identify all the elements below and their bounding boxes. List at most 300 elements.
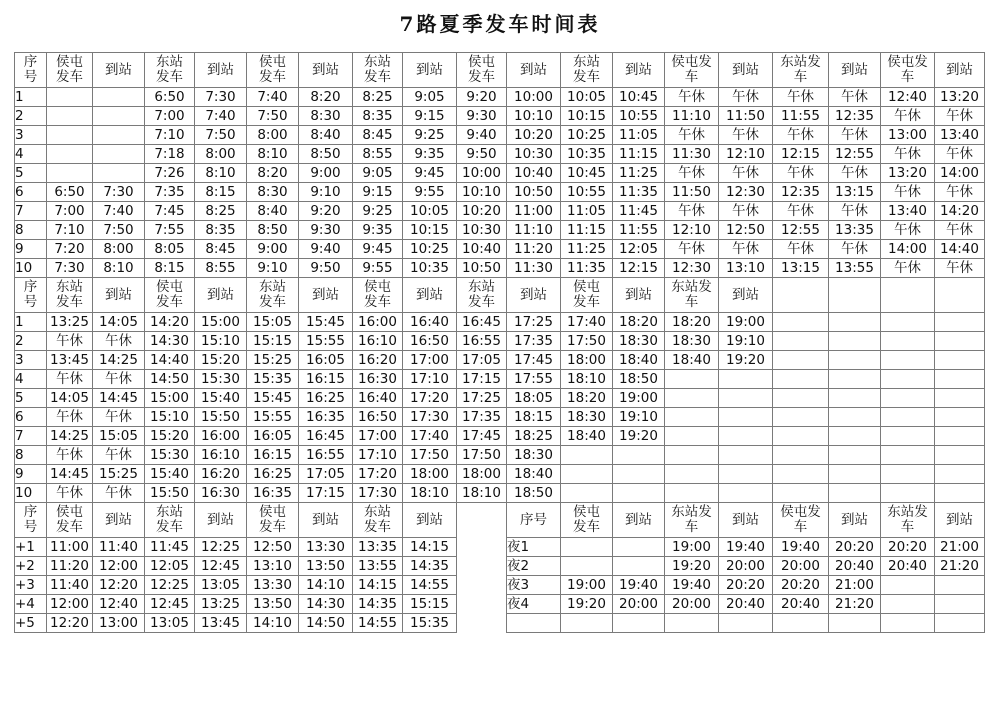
block1-table-cell: 12:50: [719, 221, 773, 240]
block1-table-cell: 8:25: [195, 202, 247, 221]
block1-table-cell: 11:30: [665, 145, 719, 164]
block1-table-cell: [47, 145, 93, 164]
block1-table-cell: 9:50: [457, 145, 507, 164]
block2-table-cell: 午休: [93, 332, 145, 351]
block1-table-cell: 午休: [773, 202, 829, 221]
block3-table-row: [15, 595, 985, 614]
block3-table-cell: 19:00: [561, 576, 613, 595]
block2-table-cell: 14:20: [145, 313, 195, 332]
block1-table-cell: 12:05: [613, 240, 665, 259]
block1-table-cell: 2: [15, 107, 47, 126]
block3-table-cell: 14:55: [353, 614, 403, 633]
block1-table-cell: 午休: [881, 145, 935, 164]
block1-table-row: [15, 202, 985, 221]
block2-table-cell: 17:25: [507, 313, 561, 332]
block1-table-cell: 5: [15, 164, 47, 183]
block2-table-cell: 13:25: [47, 313, 93, 332]
block2-table-cell: 17:10: [403, 370, 457, 389]
block2-table-cell: [881, 427, 935, 446]
block1-table-cell: 10:35: [403, 259, 457, 278]
block1-table-cell: 14:40: [935, 240, 985, 259]
block2-table-cell: 17:00: [403, 351, 457, 370]
block2-table-cell: 16:00: [195, 427, 247, 446]
block1-table-cell: 10:50: [507, 183, 561, 202]
block3-table-cell: 19:20: [561, 595, 613, 614]
block3-table-cell: 12:45: [195, 557, 247, 576]
block2-table-cell: 午休: [93, 446, 145, 465]
block2-table-cell: 16:20: [195, 465, 247, 484]
block1-table-cell: 10:10: [457, 183, 507, 202]
block2-header-cell: 到站: [613, 278, 665, 313]
block1-table-cell: 午休: [773, 240, 829, 259]
block3-table-cell: 19:40: [613, 576, 665, 595]
block1-header-cell: 侯屯发 车: [665, 53, 719, 88]
block3-table-cell: 21:00: [935, 538, 985, 557]
block1-table-cell: 8: [15, 221, 47, 240]
block2-table-cell: 18:25: [507, 427, 561, 446]
block2-table-cell: 15:40: [195, 389, 247, 408]
block1-header-cell: 到站: [613, 53, 665, 88]
block3-header-cell: 到站: [195, 503, 247, 538]
block1-table-cell: 7:40: [93, 202, 145, 221]
block1-table-cell: 9:25: [353, 202, 403, 221]
block2-table-cell: 15:35: [247, 370, 299, 389]
block3-table-cell: 13:00: [93, 614, 145, 633]
block2-table-cell: 16:20: [353, 351, 403, 370]
block2-table-cell: 15:30: [195, 370, 247, 389]
block3-table-cell: 14:15: [403, 538, 457, 557]
block2-table-cell: 15:00: [195, 313, 247, 332]
block1-table-cell: 12:40: [881, 88, 935, 107]
block3-table-cell: [457, 614, 507, 633]
block3-header-cell: 东站 发车: [145, 503, 195, 538]
block3-table-cell: [829, 614, 881, 633]
block2-table-cell: [773, 332, 829, 351]
block3-table-cell: 19:00: [665, 538, 719, 557]
block1-table-cell: 7:00: [145, 107, 195, 126]
block2-table-cell: 16:45: [299, 427, 353, 446]
block2-table-cell: [719, 465, 773, 484]
block2-table-cell: 15:25: [247, 351, 299, 370]
block2-header-cell: [829, 278, 881, 313]
block1-table-cell: 午休: [829, 164, 881, 183]
block2-table-cell: 15:25: [93, 465, 145, 484]
block1-table-cell: 7:20: [47, 240, 93, 259]
block2-table-cell: [935, 313, 985, 332]
block1-table-row: [15, 107, 985, 126]
block1-table-cell: 午休: [881, 221, 935, 240]
block3-table-cell: 21:00: [829, 576, 881, 595]
block1-table-cell: 9:50: [299, 259, 353, 278]
block3-table-cell: 19:40: [665, 576, 719, 595]
block1-table-cell: 7:50: [195, 126, 247, 145]
block3-table-cell: 20:40: [829, 557, 881, 576]
block1-table-cell: 午休: [935, 183, 985, 202]
block3-table-cell: 20:40: [881, 557, 935, 576]
block3-table-cell: 11:20: [47, 557, 93, 576]
block1-table-cell: 午休: [881, 107, 935, 126]
block1-table-cell: 9:30: [299, 221, 353, 240]
block3-table-cell: [457, 538, 507, 557]
block2-table-cell: 午休: [93, 370, 145, 389]
block2-table-cell: 18:30: [665, 332, 719, 351]
block1-table-cell: 8:15: [145, 259, 195, 278]
block2-table-cell: [881, 351, 935, 370]
block2-table-cell: 午休: [47, 446, 93, 465]
block1-table-cell: 10:30: [457, 221, 507, 240]
block2-table-cell: [613, 465, 665, 484]
block1-table-cell: 午休: [829, 88, 881, 107]
block1-table-cell: 11:10: [507, 221, 561, 240]
block2-table-cell: [773, 484, 829, 503]
block2-table-cell: 8: [15, 446, 47, 465]
block1-table-cell: 午休: [829, 202, 881, 221]
block1-table-cell: 6:50: [145, 88, 195, 107]
block1-table-cell: 9:55: [353, 259, 403, 278]
block1-table-cell: 8:35: [353, 107, 403, 126]
block1-table-cell: 10:50: [457, 259, 507, 278]
block2-table-cell: [719, 370, 773, 389]
block3-table-cell: 20:20: [829, 538, 881, 557]
block1-table-cell: 10:40: [507, 164, 561, 183]
block2-table-cell: 17:20: [403, 389, 457, 408]
block3-table-cell: +1: [15, 538, 47, 557]
block2-table-cell: 14:25: [93, 351, 145, 370]
block1-table-cell: 11:00: [507, 202, 561, 221]
block2-table-cell: 14:05: [93, 313, 145, 332]
block1-table-cell: 10:00: [507, 88, 561, 107]
block1-table-cell: 11:25: [561, 240, 613, 259]
block2-table-cell: 午休: [47, 484, 93, 503]
block3-table-cell: 12:05: [145, 557, 195, 576]
block2-table-cell: 15:50: [145, 484, 195, 503]
block2-table-cell: 15:05: [247, 313, 299, 332]
block1-table-cell: 12:30: [665, 259, 719, 278]
block3-table-cell: 20:40: [719, 595, 773, 614]
block2-header-cell: 到站: [299, 278, 353, 313]
block1-table-cell: [93, 126, 145, 145]
block3-table-cell: [881, 576, 935, 595]
block3-table-cell: [935, 614, 985, 633]
block2-table-cell: [935, 351, 985, 370]
block1-table-cell: 9:05: [403, 88, 457, 107]
block2-table-cell: 18:15: [507, 408, 561, 427]
block2-table-cell: 17:20: [353, 465, 403, 484]
block1-header-cell: 东站发 车: [773, 53, 829, 88]
block2-table-cell: 17:00: [353, 427, 403, 446]
block1-table-cell: 午休: [719, 240, 773, 259]
block1-table-cell: 8:10: [93, 259, 145, 278]
block2-table-cell: 19:20: [719, 351, 773, 370]
block1-table-cell: 13:55: [829, 259, 881, 278]
block2-table-cell: 18:05: [507, 389, 561, 408]
block1-table-cell: 8:10: [195, 164, 247, 183]
block2-table-cell: 16:25: [299, 389, 353, 408]
block2-table-cell: [719, 408, 773, 427]
block2-table-cell: [561, 484, 613, 503]
block1-table-cell: 11:15: [613, 145, 665, 164]
block3-table-cell: 12:00: [93, 557, 145, 576]
block2-table-cell: [829, 484, 881, 503]
block2-header-cell: 序 号: [15, 278, 47, 313]
block3-table-cell: 14:55: [403, 576, 457, 595]
block2-table-cell: [561, 465, 613, 484]
block2-table-cell: [773, 389, 829, 408]
block3-header-cell: 序号: [507, 503, 561, 538]
block3-table-cell: +4: [15, 595, 47, 614]
block2-table-cell: 3: [15, 351, 47, 370]
block1-header-cell: 到站: [719, 53, 773, 88]
block1-table-cell: [47, 88, 93, 107]
block1-table-cell: 8:15: [195, 183, 247, 202]
block1-table-cell: 8:20: [299, 88, 353, 107]
block1-table-cell: [93, 164, 145, 183]
block2-table-cell: 15:20: [195, 351, 247, 370]
block1-table-cell: 12:15: [773, 145, 829, 164]
block1-table-cell: 14:00: [881, 240, 935, 259]
block2-table-cell: 14:30: [145, 332, 195, 351]
block2-table-cell: 15:10: [145, 408, 195, 427]
block1-table-cell: 8:50: [299, 145, 353, 164]
block2-table-cell: 16:05: [299, 351, 353, 370]
block1-table-cell: 8:35: [195, 221, 247, 240]
block1-table-cell: [47, 164, 93, 183]
block1-table-cell: 10:45: [613, 88, 665, 107]
block2-table-cell: 18:00: [457, 465, 507, 484]
block1-table-row: [15, 164, 985, 183]
block1-table-cell: 12:35: [773, 183, 829, 202]
block1-table-cell: 11:35: [561, 259, 613, 278]
block1-table-cell: 10:20: [457, 202, 507, 221]
block2-table-cell: [935, 427, 985, 446]
block2-table-cell: 17:55: [507, 370, 561, 389]
block2-table-cell: 16:10: [353, 332, 403, 351]
block2-table-cell: 17:50: [561, 332, 613, 351]
block2-table-cell: 17:45: [507, 351, 561, 370]
block3-table-cell: 19:40: [773, 538, 829, 557]
block2-table-cell: 15:20: [145, 427, 195, 446]
block1-table-cell: 7:50: [247, 107, 299, 126]
block2-table-row: [15, 370, 985, 389]
block2-table-cell: 16:05: [247, 427, 299, 446]
block2-header-cell: 侯屯 发车: [353, 278, 403, 313]
block1-table-cell: 9:00: [247, 240, 299, 259]
block1-table-cell: 12:30: [719, 183, 773, 202]
block3-table-cell: 12:00: [47, 595, 93, 614]
block2-table-cell: 18:30: [507, 446, 561, 465]
block3-table-cell: 20:20: [773, 576, 829, 595]
block1-table-cell: 10: [15, 259, 47, 278]
block1-table-cell: 午休: [665, 202, 719, 221]
block2-table-cell: [773, 427, 829, 446]
block2-table-row: [15, 408, 985, 427]
block1-table-cell: 11:55: [613, 221, 665, 240]
block3-table-cell: 13:45: [195, 614, 247, 633]
block2-table-cell: [881, 446, 935, 465]
block2-table-cell: [773, 351, 829, 370]
block2-table-cell: 15:00: [145, 389, 195, 408]
block3-table-cell: 11:00: [47, 538, 93, 557]
block2-table-cell: [935, 408, 985, 427]
block3-table-cell: 11:40: [93, 538, 145, 557]
block2-table-cell: 18:00: [561, 351, 613, 370]
block3-header-cell: [457, 503, 507, 538]
block3-header-cell: 侯屯 发车: [47, 503, 93, 538]
block2-table-cell: 18:20: [561, 389, 613, 408]
block1-table-cell: 10:40: [457, 240, 507, 259]
block2-table-cell: 18:50: [613, 370, 665, 389]
block3-table-cell: 20:00: [613, 595, 665, 614]
block1-table-cell: 8:30: [247, 183, 299, 202]
block3-table-cell: 14:10: [247, 614, 299, 633]
block2-table-cell: 10: [15, 484, 47, 503]
block1-table-cell: 13:40: [881, 202, 935, 221]
block2-table-cell: 17:25: [457, 389, 507, 408]
block2-table-cell: 午休: [47, 408, 93, 427]
block1-table-cell: 8:00: [93, 240, 145, 259]
block1-table-cell: 8:55: [195, 259, 247, 278]
block3-table-cell: 19:40: [719, 538, 773, 557]
block1-header-cell: 侯屯发 车: [881, 53, 935, 88]
block1-table-cell: 6: [15, 183, 47, 202]
block2-table-cell: [881, 408, 935, 427]
block1-table-cell: 7:30: [195, 88, 247, 107]
block2-table-cell: 17:45: [457, 427, 507, 446]
block1-table-cell: 7:40: [247, 88, 299, 107]
block1-table-cell: 1: [15, 88, 47, 107]
block3-header-cell: 到站: [299, 503, 353, 538]
block1-header-cell: 到站: [507, 53, 561, 88]
block2-table-cell: [773, 465, 829, 484]
block1-table-row: [15, 126, 985, 145]
block1-header-cell: 到站: [829, 53, 881, 88]
block2-header-row: [15, 278, 985, 313]
block2-table-cell: 5: [15, 389, 47, 408]
block1-table-cell: 8:45: [353, 126, 403, 145]
block1-table-cell: 7:55: [145, 221, 195, 240]
block1-table-row: [15, 88, 985, 107]
block2-header-cell: 到站: [507, 278, 561, 313]
block2-table-row: [15, 332, 985, 351]
block2-table-cell: 19:10: [613, 408, 665, 427]
block2-table-cell: 16:00: [353, 313, 403, 332]
block1-table-cell: 7:30: [93, 183, 145, 202]
block3-table-cell: [457, 576, 507, 595]
block2-table-cell: 16:50: [353, 408, 403, 427]
block1-table-cell: 10:30: [507, 145, 561, 164]
block1-header-cell: 东站 发车: [145, 53, 195, 88]
block2-table-cell: [829, 465, 881, 484]
block2-table-row: [15, 484, 985, 503]
block2-table-cell: 16:15: [299, 370, 353, 389]
block1-table-cell: 10:15: [561, 107, 613, 126]
block2-table-cell: 15:55: [247, 408, 299, 427]
block2-table-cell: [665, 389, 719, 408]
block2-table-cell: 1: [15, 313, 47, 332]
block1-table-cell: 9:35: [403, 145, 457, 164]
block2-table-cell: 17:40: [561, 313, 613, 332]
block3-table-cell: [613, 557, 665, 576]
block2-header-cell: 到站: [195, 278, 247, 313]
block2-table-cell: 6: [15, 408, 47, 427]
block2-table-cell: [935, 389, 985, 408]
block1-table-cell: 8:40: [247, 202, 299, 221]
block1-header-cell: 到站: [195, 53, 247, 88]
block2-table-row: [15, 351, 985, 370]
block3-table-cell: [773, 614, 829, 633]
block2-table-cell: [829, 332, 881, 351]
block3-header-cell: 侯屯 发车: [561, 503, 613, 538]
block3-table-cell: +2: [15, 557, 47, 576]
block3-table-cell: 14:30: [299, 595, 353, 614]
block2-table-cell: [881, 484, 935, 503]
block2-table-cell: 15:45: [247, 389, 299, 408]
block1-table-cell: 午休: [773, 88, 829, 107]
block1-table-cell: 12:10: [719, 145, 773, 164]
block3-header-cell: 到站: [719, 503, 773, 538]
block2-table-cell: 18:40: [613, 351, 665, 370]
block1-table-cell: 9:05: [353, 164, 403, 183]
block1-table-cell: 11:35: [613, 183, 665, 202]
block2-table-cell: 午休: [93, 408, 145, 427]
block1-table-cell: 12:15: [613, 259, 665, 278]
block2-table-cell: 18:10: [457, 484, 507, 503]
block1-table-cell: 10:00: [457, 164, 507, 183]
block1-table-cell: 10:55: [613, 107, 665, 126]
block1-table-row: [15, 183, 985, 202]
block1-table-cell: 8:25: [353, 88, 403, 107]
block1-table-cell: 10:20: [507, 126, 561, 145]
block1-table-cell: 14:00: [935, 164, 985, 183]
block2-table-cell: 午休: [47, 332, 93, 351]
block2-table-cell: 18:30: [613, 332, 665, 351]
block3-table-row: [15, 576, 985, 595]
block2-table-cell: [935, 484, 985, 503]
block2-table-cell: [665, 427, 719, 446]
block2-header-cell: 到站: [403, 278, 457, 313]
block1-header-cell: 东站 发车: [561, 53, 613, 88]
block1-table-cell: 9:25: [403, 126, 457, 145]
block2-table-row: [15, 446, 985, 465]
block3-table-cell: [457, 557, 507, 576]
block3-table-cell: 12:50: [247, 538, 299, 557]
block2-table-cell: 14:50: [145, 370, 195, 389]
block1-table-cell: 12:55: [829, 145, 881, 164]
block1-table-cell: 7:35: [145, 183, 195, 202]
block1-table-cell: 8:40: [299, 126, 353, 145]
block3-table-cell: 14:35: [403, 557, 457, 576]
block1-table-cell: 7: [15, 202, 47, 221]
block1-table-cell: 午休: [773, 126, 829, 145]
block1-table-cell: 6:50: [47, 183, 93, 202]
block3-header-cell: 到站: [613, 503, 665, 538]
block1-table-row: [15, 145, 985, 164]
block1-table-row: [15, 240, 985, 259]
block1-header-cell: 序 号: [15, 53, 47, 88]
block1-table-cell: 13:40: [935, 126, 985, 145]
block3-table-cell: [561, 538, 613, 557]
block3-header-cell: 东站发 车: [665, 503, 719, 538]
block1-header-cell: 到站: [299, 53, 353, 88]
block2-table-row: [15, 313, 985, 332]
block2-table-cell: 17:05: [457, 351, 507, 370]
block2-table-cell: 16:30: [195, 484, 247, 503]
block1-table-cell: [47, 126, 93, 145]
block2-table-cell: 15:40: [145, 465, 195, 484]
block2-table-cell: [881, 389, 935, 408]
block3-table-cell: 13:35: [353, 538, 403, 557]
block3-table-cell: 11:40: [47, 576, 93, 595]
